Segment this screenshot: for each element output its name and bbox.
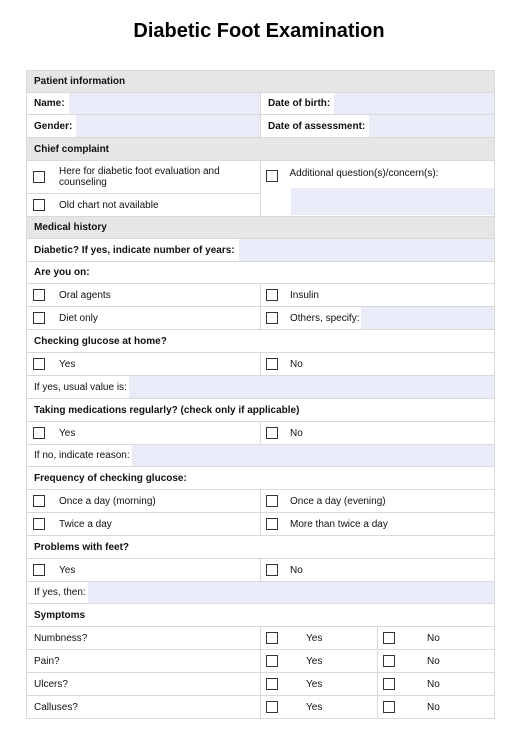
feet-label: Problems with feet? <box>34 541 130 553</box>
symptom-no-checkbox[interactable] <box>383 632 395 644</box>
oral-agents-label: Oral agents <box>59 289 111 301</box>
symptom-yes-label: Yes <box>306 632 323 644</box>
patient-info-header: Patient information <box>27 71 494 93</box>
frequency-row <box>27 467 494 490</box>
symptom-yes-option[interactable] <box>260 650 377 672</box>
meds-no-option[interactable] <box>260 422 494 444</box>
twice-label: Twice a day <box>59 518 112 530</box>
symptom-yes-label: Yes <box>306 655 323 667</box>
insulin-label: Insulin <box>290 289 319 301</box>
gender-assessment-row <box>27 115 494 138</box>
more-than-twice-checkbox[interactable] <box>266 518 278 530</box>
symptom-no-option[interactable] <box>377 696 494 718</box>
usual-value-row <box>27 376 494 399</box>
frequency-label: Frequency of checking glucose: <box>34 472 187 484</box>
symptom-yes-option[interactable] <box>260 696 377 718</box>
old-chart-label: Old chart not available <box>59 199 159 211</box>
symptom-no-option[interactable] <box>377 627 494 649</box>
diet-only-checkbox[interactable] <box>33 312 45 324</box>
symptom-row <box>27 673 494 696</box>
glucose-no-option[interactable] <box>260 353 494 375</box>
once-morning-label: Once a day (morning) <box>59 495 156 507</box>
glucose-no-checkbox[interactable] <box>266 358 278 370</box>
dob-label: Date of birth: <box>268 98 331 109</box>
feet-no-option[interactable] <box>260 559 494 581</box>
diet-only-label: Diet only <box>59 312 98 324</box>
meds-answer-row <box>27 422 494 445</box>
symptom-no-checkbox[interactable] <box>383 655 395 667</box>
no-reason-row <box>27 445 494 467</box>
feet-answer-row <box>27 559 494 582</box>
insulin-checkbox[interactable] <box>266 289 278 301</box>
meds-row <box>27 399 494 422</box>
glucose-yes-option[interactable] <box>27 353 260 375</box>
symptom-row <box>27 650 494 673</box>
usual-value-field[interactable] <box>129 376 494 398</box>
glucose-yes-label: Yes <box>59 358 76 370</box>
symptom-yes-checkbox[interactable] <box>266 678 278 690</box>
symptom-yes-option[interactable] <box>260 673 377 695</box>
meds-yes-checkbox[interactable] <box>33 427 45 439</box>
additional-checkbox[interactable] <box>266 170 278 182</box>
are-you-on-row <box>27 262 494 284</box>
meds-yes-option[interactable] <box>27 422 260 444</box>
meds-no-label: No <box>290 427 303 439</box>
others-checkbox[interactable] <box>266 312 278 324</box>
are-you-on-label: Are you on: <box>34 267 90 278</box>
more-than-twice-option[interactable] <box>260 513 494 535</box>
old-chart-option[interactable] <box>27 194 260 216</box>
symptom-no-label: No <box>427 678 440 690</box>
symptom-no-option[interactable] <box>377 673 494 695</box>
diabetic-years-row <box>27 239 494 262</box>
eval-label-line1: Here for diabetic foot evaluation and <box>59 166 220 177</box>
symptom-yes-checkbox[interactable] <box>266 655 278 667</box>
chief-complaint-row <box>27 161 494 217</box>
symptom-yes-label: Yes <box>306 678 323 690</box>
usual-value-label: If yes, usual value is: <box>34 381 127 393</box>
frequency-once-row <box>27 490 494 513</box>
twice-option[interactable] <box>27 513 260 535</box>
if-yes-then-field[interactable] <box>88 582 494 603</box>
feet-yes-option[interactable] <box>27 559 260 581</box>
diabetic-years-field[interactable] <box>239 239 494 261</box>
symptom-no-label: No <box>427 632 440 644</box>
diet-only-option[interactable] <box>27 307 260 329</box>
once-evening-option[interactable] <box>260 490 494 512</box>
gender-field[interactable] <box>76 115 260 137</box>
name-dob-row <box>27 93 494 115</box>
symptoms-header <box>27 604 494 627</box>
more-than-twice-label: More than twice a day <box>290 518 388 530</box>
once-morning-option[interactable] <box>27 490 260 512</box>
meds-yes-label: Yes <box>59 427 76 439</box>
oral-insulin-row <box>27 284 494 307</box>
symptom-no-checkbox[interactable] <box>383 701 395 713</box>
insulin-option[interactable] <box>260 284 494 306</box>
feet-no-checkbox[interactable] <box>266 564 278 576</box>
feet-yes-checkbox[interactable] <box>33 564 45 576</box>
symptom-label: Ulcers? <box>34 678 68 690</box>
dob-field[interactable] <box>334 93 494 114</box>
symptom-yes-checkbox[interactable] <box>266 701 278 713</box>
feet-yes-label: Yes <box>59 564 76 576</box>
eval-checkbox[interactable] <box>33 171 45 183</box>
assessment-date-field[interactable] <box>369 115 494 137</box>
once-evening-label: Once a day (evening) <box>290 495 386 507</box>
glucose-home-answer-row <box>27 353 494 376</box>
symptom-yes-label: Yes <box>306 701 323 713</box>
symptom-label: Numbness? <box>34 632 88 644</box>
meds-label: Taking medications regularly? (check only if applicable) <box>34 404 300 416</box>
symptom-label: Pain? <box>34 655 60 667</box>
symptom-yes-checkbox[interactable] <box>266 632 278 644</box>
eval-option[interactable] <box>27 161 260 194</box>
medical-history-header: Medical history <box>27 217 494 239</box>
exam-form <box>26 70 495 719</box>
symptoms-label: Symptoms <box>34 609 86 621</box>
oral-agents-option[interactable] <box>27 284 260 306</box>
others-field[interactable] <box>361 307 494 329</box>
feet-row <box>27 536 494 559</box>
meds-no-checkbox[interactable] <box>266 427 278 439</box>
if-yes-then-label: If yes, then: <box>34 587 86 598</box>
feet-no-label: No <box>290 564 303 576</box>
additional-label: Additional question(s)/concern(s): <box>289 168 439 179</box>
glucose-home-row <box>27 330 494 353</box>
symptom-row <box>27 696 494 719</box>
chief-complaint-header: Chief complaint <box>27 138 494 161</box>
others-option[interactable] <box>260 307 494 329</box>
once-morning-checkbox[interactable] <box>33 495 45 507</box>
symptom-label: Calluses? <box>34 701 78 713</box>
old-chart-checkbox[interactable] <box>33 199 45 211</box>
page-title: Diabetic Foot Examination <box>133 20 385 42</box>
assessment-date-label: Date of assessment: <box>268 120 366 132</box>
frequency-twice-row <box>27 513 494 536</box>
twice-checkbox[interactable] <box>33 518 45 530</box>
name-label: Name: <box>34 98 65 109</box>
diabetic-years-label: Diabetic? If yes, indicate number of years: <box>34 244 235 256</box>
glucose-no-label: No <box>290 358 303 370</box>
symptom-no-label: No <box>427 655 440 667</box>
symptom-no-label: No <box>427 701 440 713</box>
name-field[interactable] <box>69 93 260 114</box>
eval-label-line2: counseling <box>59 177 107 188</box>
once-evening-checkbox[interactable] <box>266 495 278 507</box>
additional-option[interactable] <box>261 168 495 188</box>
if-yes-then-row <box>27 582 494 604</box>
diet-others-row <box>27 307 494 330</box>
no-reason-field[interactable] <box>132 445 494 466</box>
others-label: Others, specify: <box>290 312 360 324</box>
gender-label: Gender: <box>34 120 73 132</box>
glucose-home-label: Checking glucose at home? <box>34 335 167 347</box>
oral-agents-checkbox[interactable] <box>33 289 45 301</box>
additional-field[interactable] <box>291 188 495 215</box>
symptom-no-checkbox[interactable] <box>383 678 395 690</box>
no-reason-label: If no, indicate reason: <box>34 450 130 461</box>
symptom-yes-option[interactable] <box>260 627 377 649</box>
glucose-yes-checkbox[interactable] <box>33 358 45 370</box>
symptom-no-option[interactable] <box>377 650 494 672</box>
symptom-row <box>27 627 494 650</box>
